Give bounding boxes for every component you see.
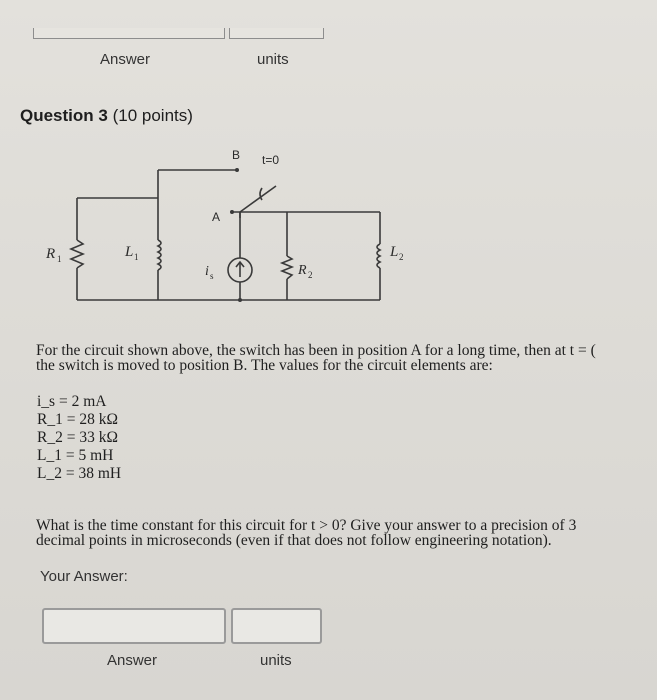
answer-input[interactable] — [42, 608, 226, 644]
value-r1: R_1 = 28 kΩ — [37, 411, 118, 428]
r2-resistor — [282, 256, 292, 279]
l1-inductor — [158, 240, 161, 270]
label-r1-sub: 1 — [57, 254, 62, 264]
value-is: i_s = 2 mA — [37, 393, 107, 410]
label-is-sub: s — [210, 271, 214, 281]
question-prompt-line-2: decimal points in microseconds (even if that does not follow engineering notation). — [36, 532, 552, 549]
question-prompt-line-1: What is the time constant for this circuit for t > 0? Give your answer to a precision of 3 — [36, 517, 577, 534]
node-b-dot — [235, 168, 239, 172]
label-r2-sub: 2 — [308, 270, 313, 280]
question-description-line-2: the switch is moved to position B. The values for the circuit elements are: — [36, 357, 493, 374]
label-t0: t=0 — [262, 153, 280, 167]
value-l1: L_1 = 5 mH — [37, 447, 114, 464]
switch-arc — [260, 188, 262, 200]
switch-arm — [240, 186, 276, 212]
value-l2: L_2 = 38 mH — [37, 465, 122, 482]
units-input[interactable] — [231, 608, 322, 644]
units-label: units — [260, 652, 292, 669]
node-a-dot — [230, 210, 234, 214]
label-l1: L — [125, 244, 134, 260]
label-l2: L — [390, 244, 399, 260]
circuit-diagram — [0, 0, 657, 340]
value-r2: R_2 = 33 kΩ — [37, 429, 118, 446]
label-r1: R — [46, 246, 56, 262]
label-b: B — [232, 148, 241, 162]
answer-label: Answer — [107, 652, 158, 669]
label-a: A — [212, 210, 221, 224]
previous-answer-label: Answer — [100, 51, 151, 68]
question-number: Question 3 — [20, 106, 108, 125]
element-values-list — [37, 393, 121, 483]
label-is: i — [205, 264, 209, 279]
your-answer-label: Your Answer: — [40, 568, 128, 585]
label-l1-sub: 1 — [134, 252, 139, 262]
l2-inductor — [377, 244, 380, 268]
question-description-line-1: For the circuit shown above, the switch has been in position A for a long time, then at t = ( — [36, 342, 596, 359]
node-bottom-dot — [238, 298, 242, 302]
label-r2: R — [298, 263, 307, 278]
r1-resistor — [71, 240, 83, 268]
question-points: (10 points) — [112, 106, 193, 125]
previous-units-label: units — [257, 51, 289, 68]
label-l2-sub: 2 — [399, 252, 404, 262]
